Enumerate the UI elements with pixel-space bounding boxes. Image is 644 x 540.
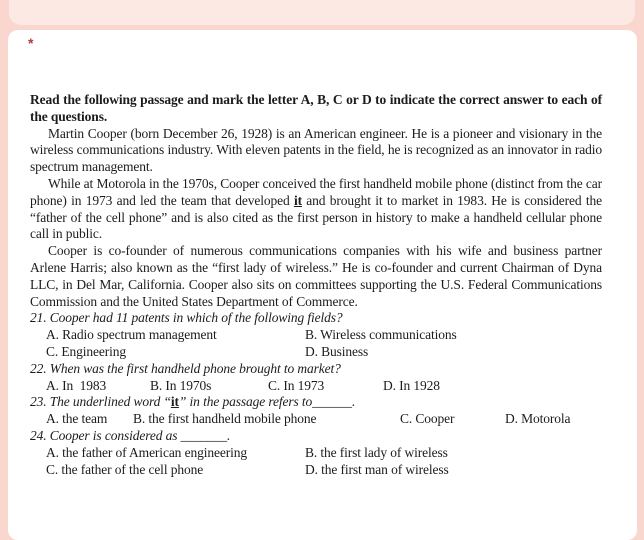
option-24-A: A. the father of American engineering [46,444,247,460]
paragraph-2-segment: and brought it to market in 1983. He is considered the “father of the cell phone” and is also cited as the first person in history to make a handheld cellular phone call in public. [30,192,602,242]
required-asterisk: * [28,35,34,51]
question-24-options-row-1 [30,445,602,462]
question-23-segment: 23. The underlined word “ [30,394,171,410]
option-21-D: D. Business [305,343,369,359]
underlined-word-it: it [170,394,179,410]
passage-paragraph-2 [30,176,602,243]
previous-card-remnant [9,0,635,25]
question-22 [30,361,602,395]
question-card [8,30,637,540]
question-23-options-row [30,411,602,428]
passage-paragraph-1: Martin Cooper (born December 26, 1928) is an American engineer. He is a pioneer and visionary in the wireless communications industry. With eleven patents in the field, he is recognized as an innovator in radio spectrum management. [30,125,602,175]
underlined-word-it: it [293,192,302,208]
question-23-segment: ” in the passage refers to______. [178,394,356,410]
question-21-options-row-1 [30,327,602,344]
option-21-A: A. Radio spectrum management [46,327,217,343]
option-21-C: C. Engineering [46,343,127,359]
question-24 [30,428,602,478]
option-24-C: C. the father of the cell phone [46,461,204,477]
option-23-B: B. the first handheld mobile phone [133,411,317,427]
question-24-options-row-2 [30,462,602,479]
option-22-B: B. In 1970s [150,377,212,393]
passage-and-questions [30,92,602,478]
question-23 [30,394,602,428]
question-22-text: 22. When was the first handheld phone brought to market? [30,360,341,376]
option-23-D: D. Motorola [505,411,571,427]
option-22-D: D. In 1928 [383,377,440,393]
question-21 [30,310,602,360]
question-21-text: 21. Cooper had 11 patents in which of the following fields? [30,310,343,326]
question-24-text: 24. Cooper is considered as _______. [30,427,231,443]
option-23-A: A. the team [46,411,108,427]
option-23-C: C. Cooper [400,411,455,427]
option-22-C: C. In 1973 [268,377,325,393]
instructions-text: Read the following passage and mark the letter A, B, C or D to indicate the correct answer to each of the questions. [30,92,602,124]
question-22-options-row [30,378,602,395]
option-21-B: B. Wireless communications [305,327,457,343]
paragraph-2-segment: While at Motorola in the 1970s, Cooper conceived the first handheld mobile phone (distinct from the car phone) in 1973 and led the team that developed [30,175,602,208]
option-22-A: A. In 1983 [46,377,107,393]
option-24-B: B. the first lady of wireless [305,444,448,460]
passage-paragraph-3: Cooper is co-founder of numerous communications companies with his wife and business partner Arlene Harris; also known as the “first lady of wireless.” He is co-founder and current Chairman of Dyna LLC, in Del Mar, California. Cooper also sits on committees supporting the U.S. Federal Communications Commission and the United States Department of Commerce. [30,243,602,309]
question-21-options-row-2 [30,344,602,361]
question-23-text [30,394,602,411]
option-24-D: D. the first man of wireless [305,461,449,477]
